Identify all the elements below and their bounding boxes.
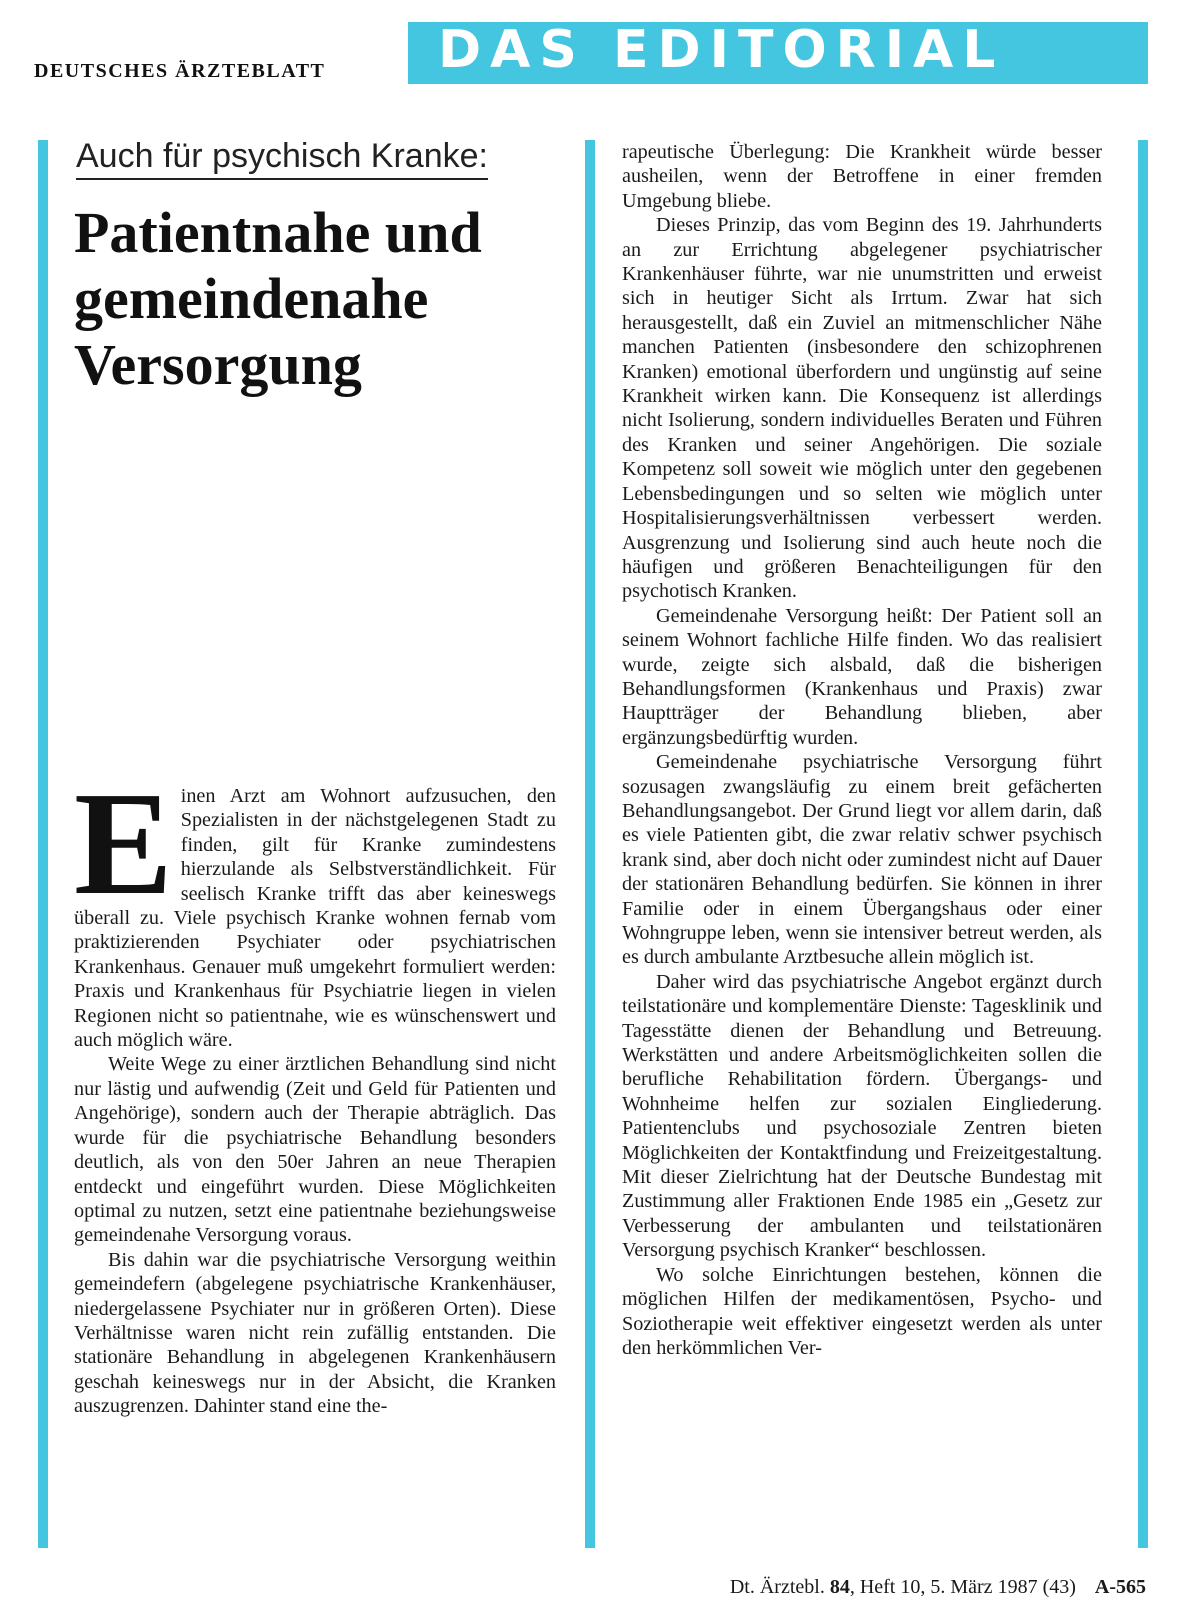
accent-bar-middle bbox=[585, 140, 595, 1548]
drop-cap: E bbox=[74, 762, 173, 926]
paragraph-1-text: inen Arzt am Wohnort aufzusuchen, den Spezialisten in der nächstgelegenen Stadt zu finden, gilt für Kranke zumindestens hierzulande als Selbstverständlichkeit. Für seelisch Kranke trifft das aber keineswegs überall zu. Viele psychisch Kranke wohnen fernab vom praktizierenden Psychiater oder psychiatrischen Krankenhaus. Genauer muß umgekehrt formuliert werden: Praxis und Krankenhaus für Psychiatrie liegen in vielen Regionen nicht so patientnahe, wie es wünschenswert und auch möglich wäre. bbox=[74, 785, 556, 1052]
page-footer bbox=[660, 1576, 1146, 1599]
paragraph-6: Gemeindenahe Versorgung heißt: Der Patient soll an seinem Wohnort fachliche Hilfe finden. Wo das realisiert wurde, zeigte sich alsbald, daß die bisherigen Behandlungsformen (Krankenhaus und Praxis) zwar Hauptträger der Behandlung blieben, aber ergänzungsbedürftig wurden. bbox=[622, 604, 1102, 749]
paragraph-5: Dieses Prinzip, das vom Beginn des 19. Jahrhunderts an zur Errichtung abgelegener psychiatrischer Krankenhäuser führte, war nie unumstritten und erweist sich in heutiger Sicht als Irrtum. Zwar hat sich herausgestellt, daß ein Zuviel an mitmenschlicher Nähe manchen Patienten (insbesondere den schizophrenen Kranken) emotional überfordern und ungünstig auf seine Krankheit wirken kann. Die Konsequenz ist allerdings nicht Isolierung, sondern individuelles Beraten und Führen des Kranken und seiner Angehörigen. Die soziale Kompetenz soll soweit wie möglich unter den gegebenen Lebensbedingungen und so selten wie möglich unter Hospitalisierungsverhältnissen verbessert werden. Ausgrenzung und Isolierung sind auch heute noch die häufigen und größeren Benachteiligungen für den psychotisch Kranken. bbox=[622, 214, 1102, 603]
kicker: Auch für psychisch Kranke: bbox=[76, 136, 488, 180]
paragraph-8: Daher wird das psychiatrische Angebot ergänzt durch teilstationäre und komplementäre Dienste: Tagesklinik und Tagesstätte dienen der Behandlung und Betreuung. Werkstätten und andere Arbeitsmöglichkeiten sollen die berufliche Rehabilitation fördern. Übergangs- und Wohnheime helfen zur sozialen Eingliederung. Patientenclubs und psychosoziale Zentren bieten Möglichkeiten der Kontaktfindung und Freizeitgestaltung. Mit dieser Zielrichtung hat der Deutsche Bundestag mit Zustimmung aller Fraktionen Ende 1985 ein „Gesetz zur Verbesserung der ambulanten und teilstationären Versorgung psychisch Kranker“ beschlossen. bbox=[622, 970, 1102, 1262]
article-column-left bbox=[74, 762, 556, 1419]
paragraph-9: Wo solche Einrichtungen bestehen, können die möglichen Hilfen der medikamentösen, Psycho- und Soziotherapie weit effektiver eingesetzt werden als unter den herkömmlichen Ver- bbox=[622, 1263, 1102, 1359]
page-number: A-565 bbox=[1094, 1576, 1146, 1598]
headline: Patientnahe und gemeindenahe Versorgung bbox=[74, 200, 482, 397]
footer-journal: Dt. Ärztebl. bbox=[729, 1576, 825, 1598]
paragraph-3: Bis dahin war die psychiatrische Versorgung weithin gemeindefern (abgelegene psychiatrische Krankenhäuser, niedergelassene Psychiater nur in größeren Orten). Diese Verhältnisse waren nicht rein zufällig entstanden. Die stationäre Behandlung in abgelegenen Krankenhäusern geschah keineswegs nur in der Absicht, die Kranken auszugrenzen. Dahinter stand eine the- bbox=[74, 1248, 556, 1418]
paragraph-2: Weite Wege zu einer ärztlichen Behandlung sind nicht nur lästig und aufwendig (Zeit und Geld für Patienten und Angehörige), sondern auch der Therapie abträglich. Das wurde für die psychiatrische Behandlung besonders deutlich, als von den 50er Jahren an neue Therapien entdeckt und eingeführt wurden. Diese Möglichkeiten optimal zu nutzen, setzt eine patientnahe beziehungsweise gemeindenahe Versorgung voraus. bbox=[74, 1053, 556, 1247]
paragraph-4: rapeutische Überlegung: Die Krankheit würde besser ausheilen, wenn der Betroffene in einer fremden Umgebung bliebe. bbox=[622, 141, 1102, 212]
accent-bar-right bbox=[1138, 140, 1148, 1548]
article-column-right bbox=[622, 140, 1102, 1360]
section-banner: DAS EDITORIAL bbox=[408, 22, 1148, 84]
paragraph-1 bbox=[74, 762, 556, 1052]
accent-bar-left bbox=[38, 140, 48, 1548]
footer-volume: 84 bbox=[829, 1576, 850, 1598]
masthead: DEUTSCHES ÄRZTEBLATT bbox=[34, 60, 326, 82]
paragraph-7: Gemeindenahe psychiatrische Versorgung führt sozusagen zwangsläufig zu einem breit gefächerten Behandlungsangebot. Der Grund liegt vor allem darin, daß es viele Patienten gibt, die zwar relativ schwer psychisch krank sind, aber doch nicht oder zumindest nicht auf Dauer der stationären Behandlung bedürfen. Sie können in ihrer Familie oder in einem Übergangshaus oder einer Wohngruppe leben, wenn sie intensiver betreut werden, als es durch ambulante Arztbesuche allein möglich ist. bbox=[622, 751, 1102, 969]
footer-issue-date: , Heft 10, 5. März 1987 (43) bbox=[849, 1576, 1076, 1598]
